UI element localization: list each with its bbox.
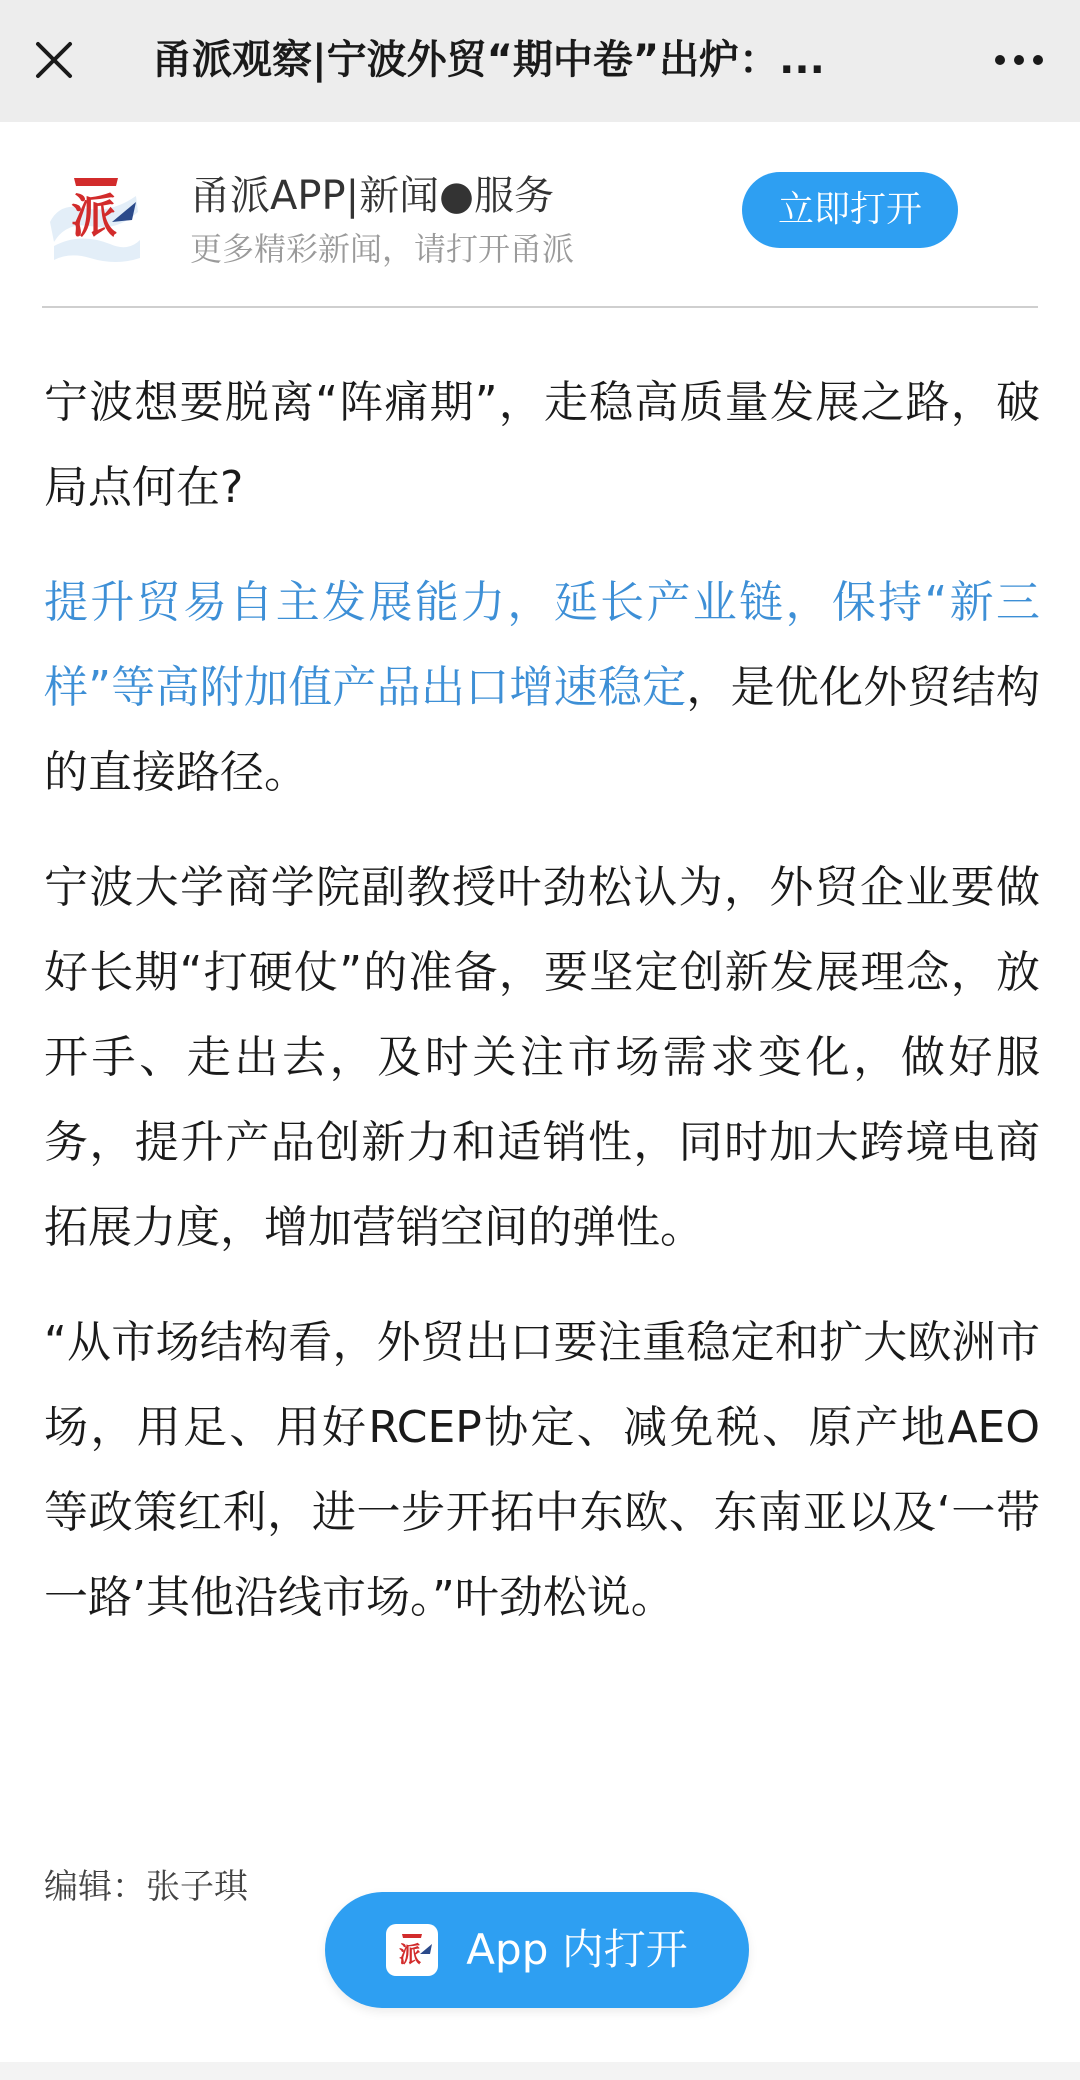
article-paragraph-1: 宁波想要脱离“阵痛期”，走稳高质量发展之路，破局点何在? [44, 377, 1040, 513]
open-in-app-label: App 内打开 [466, 1925, 688, 1974]
close-icon [32, 38, 76, 82]
divider [42, 306, 1038, 308]
open-in-app-button[interactable] [325, 1892, 749, 2008]
svg-text:派: 派 [399, 1943, 422, 1968]
editor-credit: 编辑：张子琪 [44, 1867, 248, 1907]
page-title: 甬派观察|宁波外贸“期中卷”出炉：... [152, 37, 825, 83]
close-button[interactable] [28, 30, 80, 90]
app-name-label: 甬派APP|新闻●服务 [190, 173, 554, 219]
article-paragraph-2 [44, 560, 1040, 815]
paragraph-text: ，是优化外贸结构的直接路径。 [44, 662, 1040, 798]
top-nav-bar [0, 0, 1080, 122]
article-body [44, 360, 1040, 1670]
article-paragraph-3: 宁波大学商学院副教授叶劲松认为，外贸企业要做好长期“打硬仗”的准备，要坚定创新发展理念，放开手、走出去，及时关注市场需求变化，做好服务，提升产品创新力和适销性，同时加大跨境电商拓展力度，增加营销空间的弹性。 [44, 862, 1040, 1253]
app-logo-icon [40, 162, 148, 270]
app-subtitle: 更多精彩新闻，请打开甬派 [190, 230, 575, 268]
more-dots-icon[interactable] [984, 30, 1054, 90]
svg-text:派: 派 [71, 189, 117, 243]
bottom-strip [0, 2062, 1080, 2080]
app-mini-logo-icon [386, 1924, 438, 1976]
open-now-button[interactable]: 立即打开 [742, 172, 958, 248]
app-promo-banner[interactable] [0, 122, 1080, 308]
article-paragraph-4: “从市场结构看，外贸出口要注重稳定和扩大欧洲市场，用足、用好RCEP协定、减免税、原产地AEO等政策红利，进一步开拓中东欧、东南亚以及‘一带一路’其他沿线市场。”叶劲松说。 [44, 1317, 1040, 1623]
highlighted-text: 提升贸易自主发展能力，延长产业链，保持“新三样”等高附加值产品出口增速稳定 [44, 577, 1040, 713]
